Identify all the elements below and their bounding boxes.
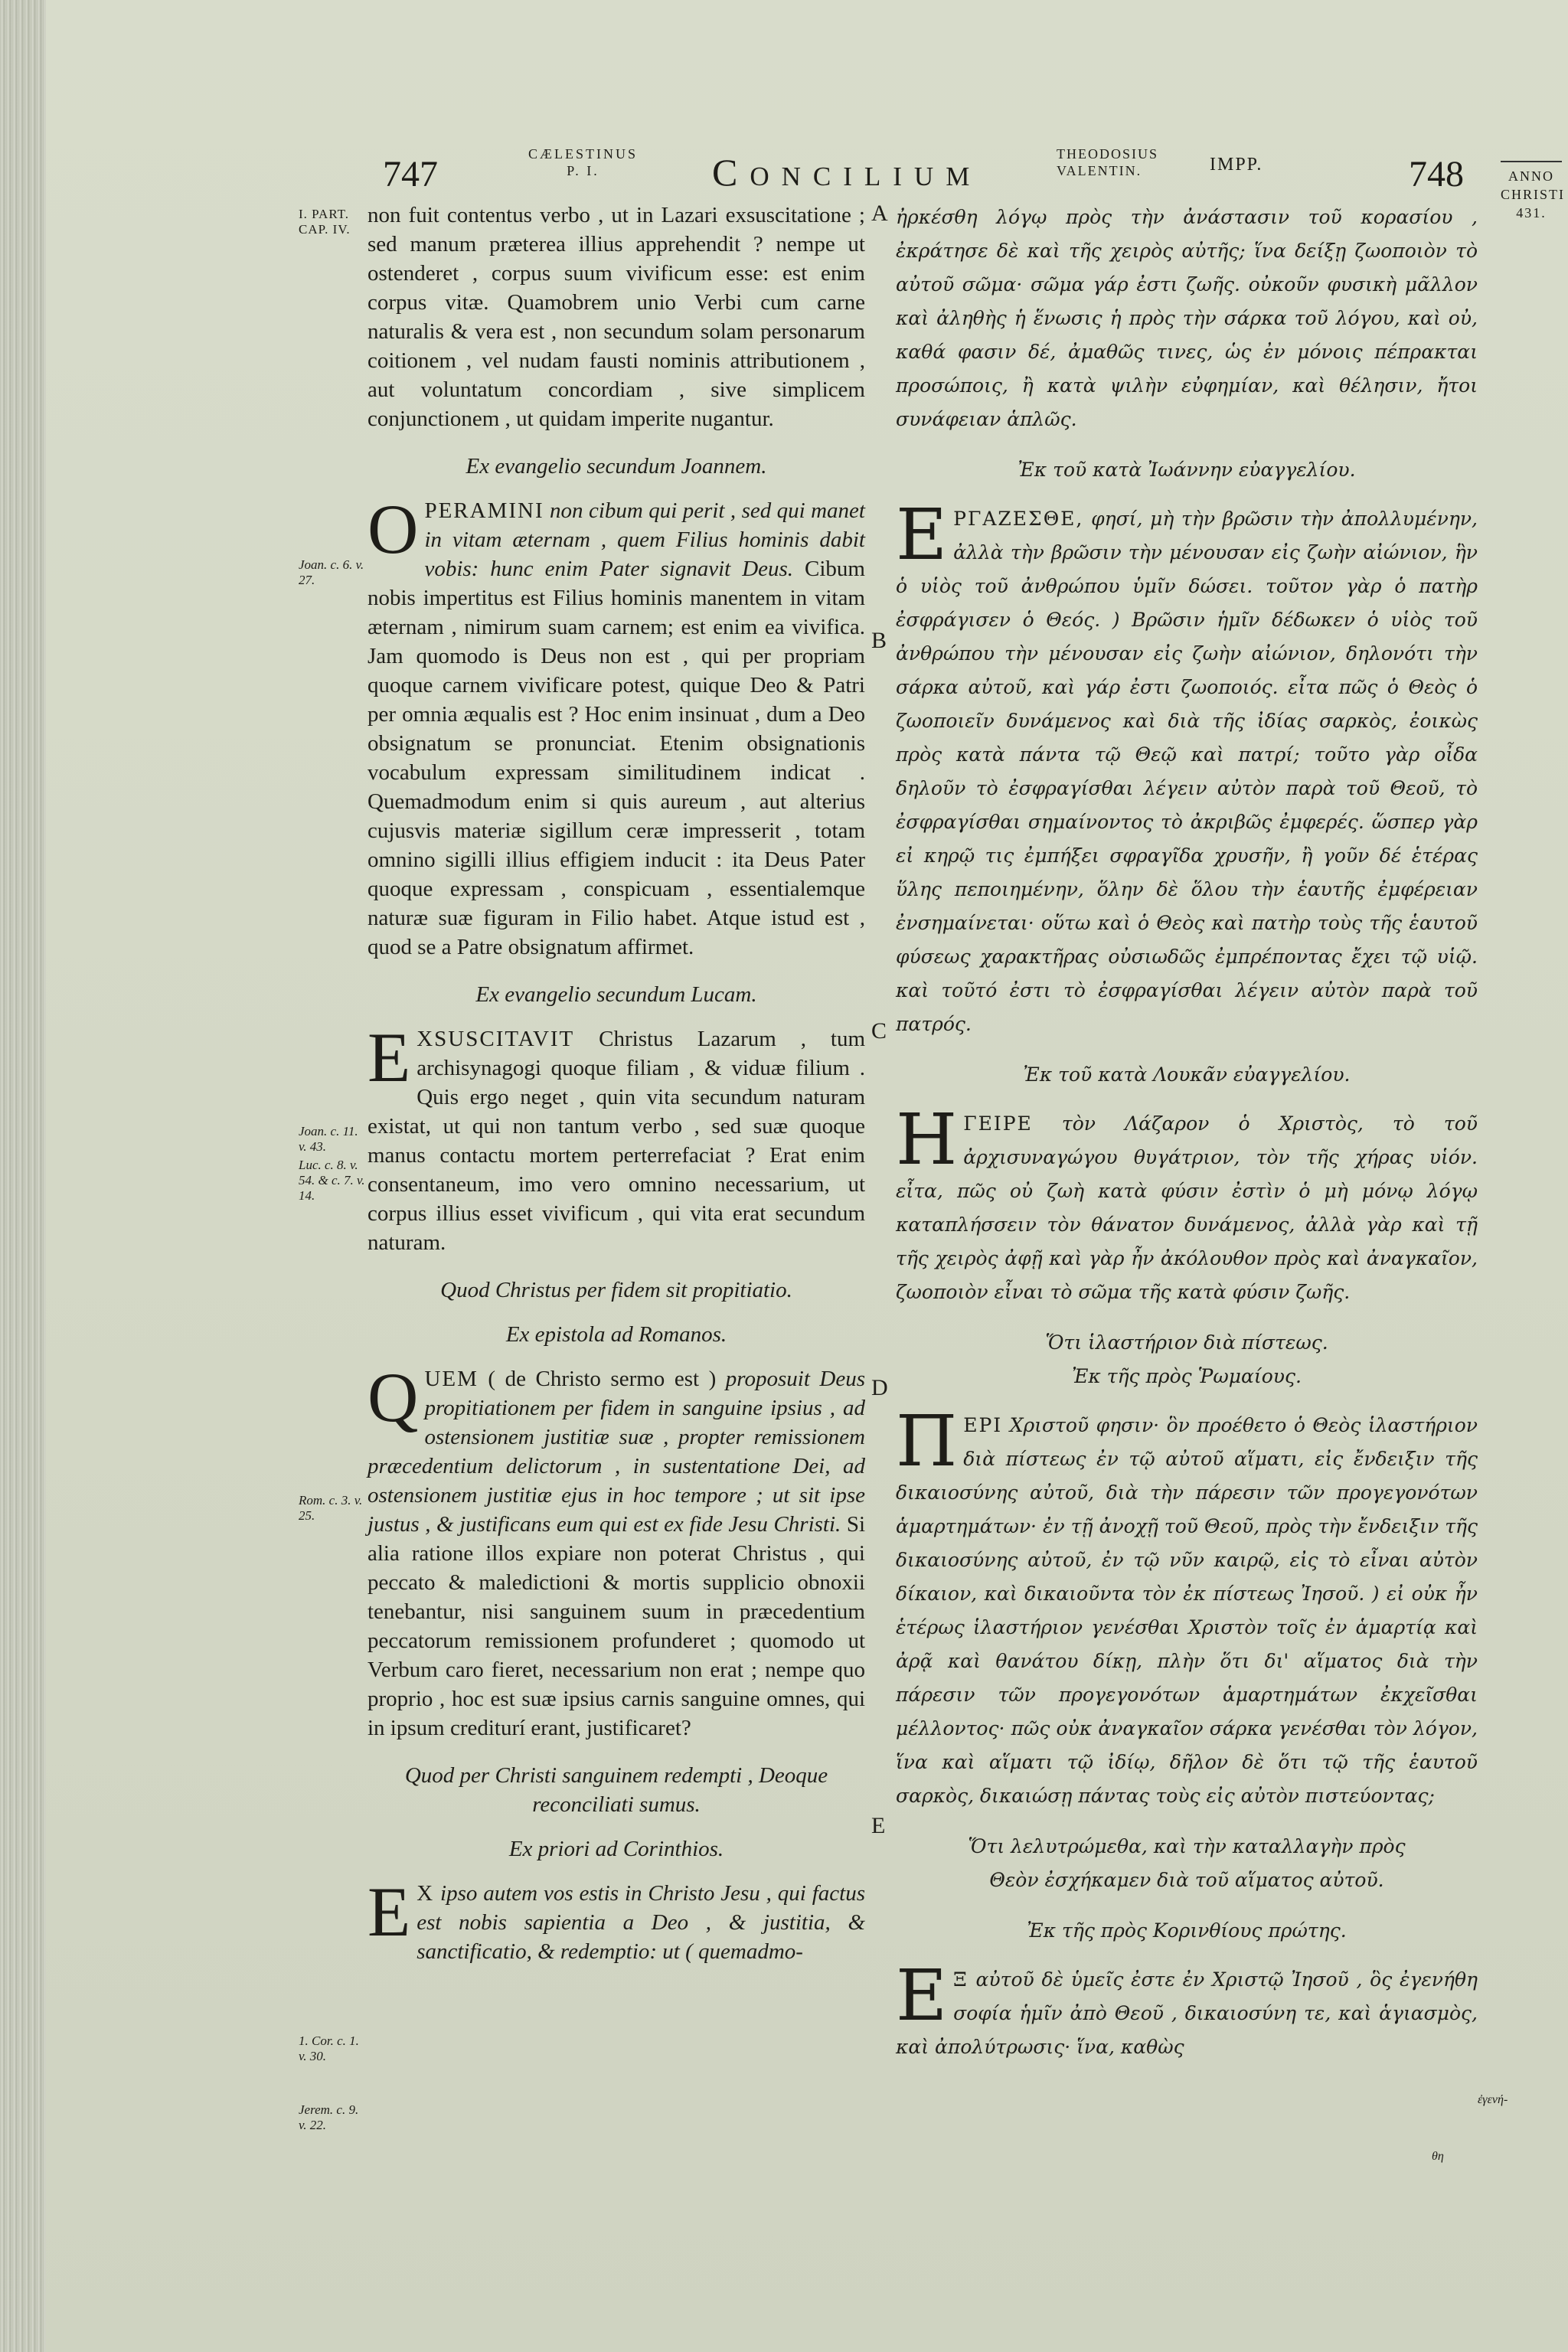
latin-paragraph-3 <box>368 1018 865 1257</box>
header-emperor-2: VALENTIN. <box>1057 163 1142 178</box>
margin-part-label: I. PART. <box>299 207 350 221</box>
margin-note-right: ἐγενή- <box>1478 2093 1508 2106</box>
dropcap-e2: E <box>368 1873 411 1951</box>
catchword: θη <box>1432 2150 1444 2163</box>
latin-p4-body: Si alia ratione illos expiare non poterat Christus , qui peccato & maledictioni & mortis supplicio obnoxii tenebantur, nisi sanguinem suum in præcedentium peccatorum remissionem profunderet ; quomodo ut Verbum caro fieret, necessarium non erat ; nempe quo proprio , hoc est suæ ipsius carnis sanguine omnes, qui in ipsum crediturí erant, justificaret? <box>368 1512 866 1740</box>
greek-dropcap-h: Η <box>896 1099 958 1181</box>
margin-ref-joan11: Joan. c. 11. v. 43. <box>299 1124 358 1154</box>
marker-b: B <box>871 628 887 653</box>
greek-paragraph-3 <box>896 1099 1478 1309</box>
greek-paragraph-4 <box>896 1400 1478 1813</box>
greek-dropcap-p: Π <box>896 1400 958 1482</box>
header-emperor-1: THEODOSIUS <box>1057 146 1159 162</box>
latin-p4-quote: proposuit Deus propitiationem per fidem in sanguine ipsius , ad ostensionem justitiæ suæ , propter remissionem præcedentium delictorum , in sustentatione Dei, ad ostensionem justitiæ ejus in hoc tempore ; ut sit ipse justus , & justificans eum qui est ex fide Jesu Christi. <box>368 1367 866 1537</box>
latin-heading-lucas: Ex evangelio secundum Lucam. <box>475 982 757 1007</box>
marker-c: C <box>871 1018 887 1044</box>
margin-part <box>299 207 368 237</box>
margin-ref-joan6: Joan. c. 6. v. 27. <box>299 557 364 587</box>
latin-p5-lead: X <box>416 1881 435 1906</box>
latin-p2-quote: non cibum qui perit , sed qui manet in vitam æternam , quem Filius hominis dabit vobis: hunc enim Pater signavit Deus. <box>424 498 865 581</box>
greek-column <box>896 201 1478 2064</box>
margin-ref-luc: Luc. c. 8. v. 54. & c. 7. v. 14. <box>299 1158 365 1203</box>
book-page <box>46 0 1568 2352</box>
greek-heading-hilasterion: Ὅτι ἱλαστήριον διὰ πίστεως. <box>1045 1331 1328 1354</box>
greek-p4-body: Χριστοῦ φησιν· ὃν προέθετο ὁ Θεὸς ἱλαστήριον διὰ πίστεως ἐν τῷ αὐτοῦ αἵματι, εἰς ἔνδειξιν τῆς δικαιοσύνης αὐτοῦ, διὰ τὴν πάρεσιν τῶν προγεγονότων ἁμαρτημάτων· ἐν τῇ ἀνοχῇ τοῦ Θεοῦ, πρὸς τὴν ἔνδειξιν τῆς δικαιοσύνης αὐτοῦ, ἐν τῷ νῦν καιρῷ, εἰς τὸ εἶναι αὐτὸν δίκαιον, καὶ δικαιοῦντα τὸν ἐκ πίστεως Ἰησοῦ. ) εἰ οὐκ ἦν ἑτέρως ἱλαστήριον γενέσθαι Χριστὸν τοῖς ἐν ἁμαρτίᾳ καὶ ἀρᾷ καὶ θανάτου δίκῃ, πλὴν ὅτι δι' αἵματος διὰ τὴν πάρεσιν τῶν προγεγονότων ἁμαρτημάτων ἐκχεῖσθαι μέλλοντος· πῶς οὐκ ἀναγκαῖον σάρκα γενέσθαι τὸν λόγον, ἵνα καὶ αἵματι τῷ ἰδίῳ, δῆλον δὲ ὅτι τῷ τῆς ἑαυτοῦ σαρκὸς, δικαιώσῃ πάντας τοὺς εἰς αὐτὸν πιστεύοντας; <box>896 1414 1478 1807</box>
greek-heading-lelytromen-1: Ὅτι λελυτρώμεθα, καὶ τὴν καταλλαγὴν πρὸς <box>968 1835 1406 1857</box>
latin-p3-lead: XSUSCITAVIT <box>416 1027 575 1051</box>
greek-p2-lead: ΡΓΑΖΕΣΘΕ, <box>953 508 1084 530</box>
greek-p5-lead: Ξ <box>953 1968 969 1991</box>
margin-cap-label: CAP. IV. <box>299 222 351 237</box>
latin-heading-joannes: Ex evangelio secundum Joannem. <box>466 454 767 479</box>
latin-heading-romanos: Ex epistola ad Romanos. <box>505 1322 727 1347</box>
latin-heading-propitiatio: Quod Christus per fidem sit propitiatio. <box>440 1278 792 1302</box>
header-impp: IMPP. <box>1210 155 1263 175</box>
greek-paragraph-5 <box>896 1955 1478 2064</box>
greek-p5-body: αὐτοῦ δὲ ὑμεῖς ἐστε ἐν Χριστῷ Ἰησοῦ , ὃς ἐγενήθη σοφία ἡμῖν ἀπὸ Θεοῦ , δικαιοσύνη τε, καὶ ἁγιασμὸς, καὶ ἀπολύτρωσις· ἵνα, καθὼς <box>896 1968 1478 2058</box>
marker-e: E <box>871 1813 886 1838</box>
latin-paragraph-1: non fuit contentus verbo , ut in Lazari exsuscitatione ; sed manum præterea illius apprehendit ? nempe ut ostenderet , corpus suum vivificum esse: est enim corpus vitæ. Quamobrem unio Verbi cum carne naturalis & vera est , non secundum solam personarum coitionem , vel nudam fausti nominis attributionem , aut voluntatum concordiam , sive simplicem conjunctionem , ut quidam imperite nugantur. <box>368 203 865 431</box>
latin-p2-lead: PERAMINI <box>424 498 544 523</box>
greek-dropcap-e2: Ε <box>896 1955 948 2037</box>
marker-d: D <box>871 1375 888 1400</box>
anno-label: ANNO <box>1508 168 1554 184</box>
latin-paragraph-4 <box>368 1358 866 1743</box>
margin-ref-jerem: Jerem. c. 9. v. 22. <box>299 2102 359 2132</box>
latin-p4-lead: UEM <box>424 1367 479 1391</box>
greek-paragraph-2 <box>896 494 1478 1041</box>
greek-heading-romaious: Ἐκ τῆς πρὸς Ῥωμαίους. <box>1072 1365 1302 1387</box>
greek-p2-body: φησί, μὴ τὴν βρῶσιν τὴν ἀπολλυμένην, ἀλλὰ τὴν βρῶσιν τὴν μένουσαν εἰς ζωὴν αἰώνιον, ἣν ὁ υἱὸς τοῦ ἀνθρώπου ὑμῖν δώσει. τοῦτον γὰρ ὁ πατὴρ ἐσφράγισεν ὁ Θεός. ) Βρῶσιν ἡμῖν δέδωκεν ὁ υἱὸς τοῦ ἀνθρώπου τὴν μένουσαν εἰς ζωὴν αἰώνιον, δηλονότι τὴν σάρκα αὐτοῦ, καὶ γάρ ἐστι ζωοποιός. εἶτα πῶς ὁ Θεὸς ὁ ζωοποιεῖν δυνάμενος καὶ διὰ τῆς ἰδίας σαρκὸς, ἐοικὼς πρὸς κατὰ πάντα τῷ Θεῷ καὶ πατρί; τοῦτο γὰρ οἶδα δηλοῦν τὸ ἐσφραγίσθαι λέγειν αὐτὸν παρὰ τοῦ Θεοῦ, τὸ ἐσφραγίσθαι σημαίνοντος τὸ ἀκριβῶς ἐμφερές. ὥσπερ γὰρ εἰ κηρῷ τις ἐμπήξει σφραγῖδα χρυσῆν, ἢ γοῦν δέ ἑτέρας ὕλης πεποιημένην, ὅλην δὲ ὅλου τὴν ἑαυτῆς ἐμφέρειαν ἐνσημαίνεται· οὕτω καὶ ὁ Θεὸς καὶ πατὴρ τοὺς τῆς ἑαυτοῦ φύσεως χαρακτῆρας οὐσιωδῶς ἐμπρέποντας ἔχει τῷ υἱῷ. καὶ τοῦτό ἐστι τὸ ἐσφραγίσθαι λέγειν αὐτὸν παρὰ τοῦ πατρός. <box>896 508 1478 1035</box>
greek-p4-lead: ΕΡΙ <box>963 1414 1003 1436</box>
latin-heading-corinthios: Ex priori ad Corinthios. <box>508 1837 724 1861</box>
latin-p3-body: Christus Lazarum , tum archisynagogi quoque filiam , & viduæ filium . Quis ergo neget , quin vita secundum naturam existat, ut qui non tantum verbo , sed suæ quoque manus contactu mortem perterrefaciat ? Erat enim consentaneum, imo vero omnino necessarium, ut corpus illius esset vivificum , qui vita erat secundum naturam. <box>368 1027 865 1255</box>
anno-christi-box <box>1501 161 1566 222</box>
latin-p5-quote: ipso autem vos estis in Christo Jesu , qui factus est nobis sapientia a Deo , & justitia, & sanctificatio, & redemptio: ut ( quemadmo- <box>416 1881 865 1964</box>
dropcap-e: E <box>368 1018 411 1096</box>
latin-paragraph-2 <box>368 490 865 962</box>
header-emperors <box>1057 145 1158 179</box>
header-pope-name: CÆLESTINUS <box>528 146 639 162</box>
year-label: 431. <box>1516 205 1547 220</box>
marker-a: A <box>871 201 888 226</box>
page-number-right: 748 <box>1409 154 1464 194</box>
greek-heading-lelytromen-2: Θεὸν ἐσχήκαμεν διὰ τοῦ αἵματος αὐτοῦ. <box>989 1869 1384 1891</box>
latin-p4-aside: ( de Christo sermo est ) <box>478 1367 726 1391</box>
christi-label: CHRISTI <box>1501 187 1566 202</box>
margin-ref-rom: Rom. c. 3. v. 25. <box>299 1493 363 1523</box>
greek-heading-korinthious: Ἐκ τῆς πρὸς Κορινθίους πρώτης. <box>1027 1919 1347 1942</box>
latin-column <box>368 201 865 1966</box>
latin-paragraph-5 <box>368 1873 865 1966</box>
header-pope <box>528 145 638 179</box>
running-header <box>46 138 1568 199</box>
greek-dropcap-e: Ε <box>896 494 948 576</box>
margin-ref-cor: 1. Cor. c. 1. v. 30. <box>299 2034 359 2063</box>
greek-p3-body: τὸν Λάζαρον ὁ Χριστὸς, τὸ τοῦ ἀρχισυναγώγου θυγάτριον, τὸν τῆς χήρας υἱόν. εἶτα, πῶς οὐ ζωὴ κατὰ φύσιν ἐστὶν ὁ μὴ μόνῳ λόγῳ καταπλήσσειν τὸν θάνατον δυνάμενος, ἀλλὰ γὰρ καὶ τῇ τῆς χειρὸς ἀφῇ καὶ γὰρ ἦν ἀκόλουθον πρὸς καὶ ἀναγκαῖον, ζωοποιὸν εἶναι τὸ σῶμα τῆς κατὰ φύσιν ζωῆς. <box>896 1112 1478 1303</box>
page-number-left: 747 <box>383 154 438 194</box>
greek-paragraph-1: ἠρκέσθη λόγῳ πρὸς τὴν ἀνάστασιν τοῦ κορασίου , ἐκράτησε δὲ καὶ τῆς χειρὸς αὐτῆς; ἵνα δείξῃ ζωοποιὸν τὸ αὐτοῦ σῶμα· σῶμα γάρ ἐστι ζωῆς. οὐκοῦν φυσικὴ μᾶλλον καὶ ἀληθὴς ἡ ἕνωσις ἡ πρὸς τὴν σάρκα τοῦ λόγου, καὶ οὐ, καθά φασιν δέ, ἀμαθῶς τινες, ὡς ἐν μόνοις πέπρακται προσώποις, ἢ κατὰ ψιλὴν εὐφημίαν, καὶ θέλησιν, ἤτοι συνάφειαν ἁπλῶς. <box>896 206 1478 430</box>
greek-p3-lead: ΓΕΙΡΕ <box>963 1112 1033 1135</box>
dropcap-q: Q <box>368 1358 419 1436</box>
latin-heading-redempti: Quod per Christi sanguinem redempti , Deoque reconciliati sumus. <box>404 1763 828 1817</box>
greek-heading-ioannes: Ἐκ τοῦ κατὰ Ἰωάννην εὐαγγελίου. <box>1018 459 1356 481</box>
header-title: Concilium <box>712 151 982 194</box>
latin-p2-body: Cibum nobis impertitus est Filius hominis manentem in vitam æternam , nimirum suam carnem; est enim ea vivifica. Jam quomodo is Deus non est , qui per propriam quoque carnem vivificare potest, quique Deo & Patri per omnia æqualis est ? Hoc enim insinuat , dum a Deo obsignatum se pronunciat. Etenim obsignationis vocabulum expressam similitudinem indicat . Quemadmodum enim si quis aureum , aut alterius cujusvis materiæ sigillum ceræ impresserit , totam omnino sigilli illius effigiem inducit : ita Deus Pater quoque expressam , conspicuam , essentialemque naturæ suæ figuram in Filio habet. Atque istud est , quod se a Patre obsignatum affirmet. <box>368 557 865 959</box>
book-page-edges <box>0 0 46 2352</box>
header-pope-number: P. I. <box>567 163 599 178</box>
greek-heading-loukas: Ἐκ τοῦ κατὰ Λουκᾶν εὐαγγελίου. <box>1023 1063 1351 1086</box>
dropcap-o: O <box>368 490 419 568</box>
